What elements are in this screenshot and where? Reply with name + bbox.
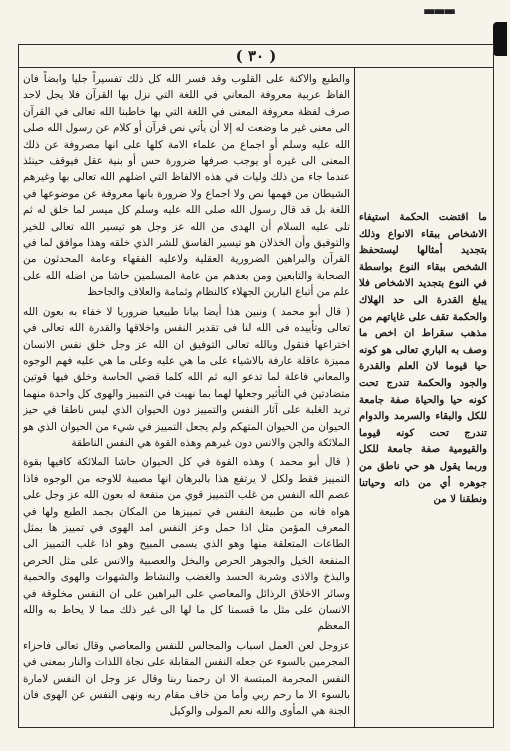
ornament-mark: ▬▬▬ — [423, 4, 454, 19]
main-paragraph: ( قال أبو محمد ) وهذه القوة في كل الحيوان حاشا الملائكة كافيها بقوة التمييز فقط ولكل لا يرتفع هذا بالبرهان انها مصيبة للاوجه من الوجوه فاذا عصم الله النفس من غلب التمييز قوي من منفعة له بعون الله عز وجل على هواه فانه من طبيعة النفس في تمييزها من المكان بجمد الطبع ولها في المعرف المؤمن مثل اذا حمل وعز النفس امد الهوى في تمييز ها بمثل الطاعات المتعلقة منها وهو الذي يسمى المبيح وهو اذا غلب التمييز الى المنفعة الخيل والجوهر الحرص والبخل والعصبية والانس على مثل الحرص والبذخ والاذى وشربة الحسد والغضب والنشاط والشهوات والهوى والحمية وسائر الاخلاق الرذائل والمعاصي على البراهين على ان النفس مخلوقة في الانسان على مثل ما قسمنا كل ما لها الى غير ذلك مما لا يحاط به والله المعظم — [23, 456, 350, 633]
header-rule — [19, 67, 493, 68]
page-frame — [18, 44, 494, 728]
marginal-commentary-column — [359, 209, 487, 508]
page-number: ( ٣٠ ) — [235, 47, 277, 65]
main-paragraph: عزوجل لعن العمل اسباب والمجالس للنفس والمعاصي وقال تعالى فاحزاء المجرمين بالسوء عن جعله النفس المقابلة على نجاة اللذات والنار بمعنى في النفس المجرمة المبتسة الا ان رحمنا ربنا وقال عز وجل ان النفس لامارة بالسوء الا ما رحم ربي وأما من خاف مقام ربه ونهى النفس عن الهوى فان الجنة هي المأوى والله نعم المولى والوكيل — [23, 639, 350, 718]
side-paragraph: ما اقتضت الحكمة استيفاء الاشخاص ببقاء الانواع وذلك بتجديد أمثالها ليستحفظ الشخص ببقاء النوع بواسطة في النوع بتجديد الاشخاص فلا يبلغ القدرة الى حد الهلاك والحكمة تقف على غاياتهم من مذهب سقراط ان اخص ما وصف به الباري تعالى هو كونه حيا قيوما لان العلم والقدرة والجود والحكمة تندرج تحت كونه حيا والحياة صفة جامعة للكل والبقاء والسرمد والدوام تندرج تحت كونه قيوما والقيومية صفة جامعة للكل وربما يقول هو حي ناطق من جوهره أي من ذاته وحياتنا ونطقنا لا من — [359, 211, 487, 506]
main-paragraph: ( قال أبو محمد ) ونبين هذا أيضا بيانا طبيعيا ضروريا لا خفاء به بعون الله تعالى وتأييده فى الله لنا فى تقدير النفس واخلاقها والقدرة الله تعالى في اختراعها فنقول وبالله تعالى التوفيق ان الله عز وجل خلق نفس الانسان مميزة عاقلة عارفة بالاشياء على ما هي عليه وعلى ما هي عليه فهم الوجوه والمعاني فاعلة لما تدعو اليه ثم الله كلما قضي الحاسة وخلق فيها قوتين متضادتين في التأثير وجعلها لهما بما نهيت في التمييز والهوى كل واحدة منهما تريد الغلبة على آثار النفس والتمييز دون الحيوان الذي ليس ناطقا في حيز الحيوان من الحيوان المتهكم ولم يجعل التمييز في شيء من الحيوان الذي هو الملائكة والجن والانس دون غيرهم وهذه القوة هي النفس الناطقة — [23, 305, 350, 449]
main-paragraph: والطبع والاكنة على القلوب وقد فسر الله كل ذلك تفسيراً جليا وابضاً فان الفاظ عربية معروفة المعاني في اللغة التي نزل بها القرآن فلا يجل لاحد صرف لفظة معروفة المعنى في اللغة التي بها خاطبنا الله تعالى في القرآن الى معنى غير ما وضعت له إلا أن يأتي نص قرآن أو كلام عن رسول الله صلى الله عليه وسلم أو اجماع من علماء الامة كلها على انها مصروفة عن ذلك المعنى الى غيره أو يوجب صرفها ضرورة حس أو بنية عقل فيوقف حينئذ عندما جاء من ذلك وليات في هذه الالفاظ التي اضلهم الله تعالى بها وغيرهم الشيطان من فهمها نص ولا اجماع ولا ضرورة بانها معروفة عن موضوعها في اللغة بل قد قال رسول الله صلى الله عليه وسلم كل ميسر لما خلق له ثم تلى عليه السلام أن الهدى من الله عز وجل هو تيسير الله تعالى للخير والتوفيق وأن الخذلان هو تيسير الفاسق للشر الذي خلقه وهذا موافق لما في القرآن والبراهين الضرورية العقلية ولاعليه الفقهاء وعامة المحدثون من الصحابة والتابعين ومن بعدهم من عامة المسلمين حاشا من اضله الله على علم من أتباع البارين الجهلاء كالنظام وثمامة والعلاف والجاحظ — [23, 73, 350, 299]
page-edge-tab — [493, 22, 507, 56]
column-divider — [354, 68, 355, 727]
main-text-column — [23, 71, 350, 723]
